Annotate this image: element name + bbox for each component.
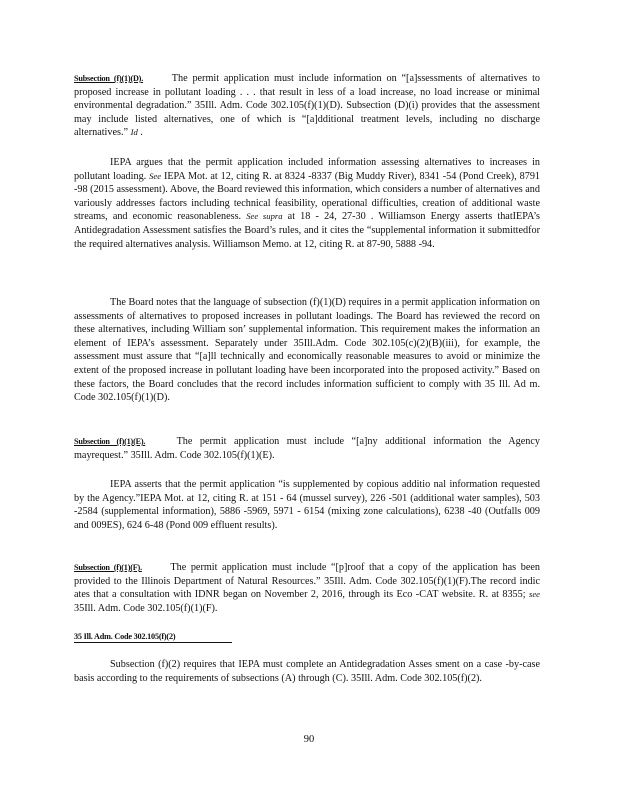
- page-number: 90: [303, 734, 315, 745]
- paragraph-text: The permit application must include information on “[a]ssessments of alternatives to proposed increase in pollutant loading . . . that result in less of a load increase, no load increase or minimal environmental degradation.” 35Ill. Adm. Code 302.105(f)(1)(D). Subsection (D)(i) provides that the assessment may include listed alternatives, one of which is “[a]dditional treatment levels, including no discharge alternatives.”: [74, 73, 541, 139]
- paragraph-text: The Board notes that the language of subsection (f)(1)(D) requires in a permit application information on assessments of alternatives to proposed increases in pollutant loadings. The Board has reviewed the record on these alternatives, including William son’ supplemental information. This requirement makes the information an element of IEPA’s assessment. Separately under 35Ill.Adm. Code 302.105(c)(2)(B)(iii), for example, the assessment must assure that “[a]ll technically and economically reasonable measures to avoid or minimize the extent of the proposed increase in pollutant loading have been incorporated into the proposed activity.” Based on these factors, the Board concludes that the record includes information sufficient to comply with 35 Ill. Ad m. Code 302.105(f)(1)(D).: [74, 297, 540, 404]
- paragraph-iepa-asserts: [74, 478, 540, 532]
- paragraph-text-a: IEPA argues that the permit application included information assessing alternatives to increases in pollutant loading.: [74, 157, 540, 182]
- citation-signal-see: see: [529, 589, 540, 600]
- heading-underline: [145, 443, 169, 444]
- paragraph-subsection-f1d: [74, 72, 540, 140]
- subsection-heading-f1d: Subsection (f)(1)(D).: [74, 74, 144, 83]
- paragraph-subsection-f1e: [74, 435, 540, 462]
- paragraph-subsection-f1f: [74, 561, 540, 615]
- paragraph-iepa-argues: [74, 156, 540, 251]
- heading-underline: [142, 569, 166, 570]
- paragraph-text-b: 35Ill. Adm. Code 302.105(f)(1)(F).: [74, 602, 218, 614]
- paragraph-board-notes: [74, 296, 540, 405]
- subsection-heading-f1f: Subsection (f)(1)(F).: [74, 563, 142, 572]
- section-heading: 35 Ill. Adm. Code 302.105(f)(2): [74, 632, 232, 643]
- paragraph-text-a: The permit application must include “[p]roof that a copy of the application has been provided to the Illinois Department of Natural Resources.” 35Ill. Adm. Code 302.105(f)(1)(F).The record indic ates that a consultation with IDNR began on November 2, 2016, through its Eco -CAT website. R. at 8355;: [74, 562, 540, 601]
- paragraph-subsection-f2: [74, 658, 540, 685]
- citation-signal: Id: [130, 127, 138, 138]
- paragraph-text: Subsection (f)(2) requires that IEPA must complete an Antidegradation Asses sment on a case -by-case basis according to the requirements of subsections (A) through (C). 35Ill. Adm. Code 302.105(f)(2).: [74, 659, 540, 684]
- paragraph-text-c: at 18 - 24, 27-30 . Williamson Energy asserts thatIEPA’s Antidegradation Assessment satisfies the Board’s rules, and it cites the “supplemental information it submittedfor the required alternatives analysis. Williamson Memo. at 12, citing R. at 87-90, 5888 -94.: [74, 211, 541, 250]
- subsection-heading-f1e: Subsection (f)(1)(E).: [74, 437, 146, 446]
- citation-signal-see-supra: See supra: [246, 211, 283, 222]
- paragraph-text: The permit application must include “[a]ny additional information the Agency mayrequest.” 35Ill. Adm. Code 302.105(f)(1)(E).: [74, 436, 540, 461]
- paragraph-text-b: IEPA Mot. at 12, citing R. at 8324 -8337 (Big Muddy River), 8341 -54 (Pond Creek), 8791 -98 (2015 assessment). Above, the Board reviewed this information, which considers a number of alternatives and variously addresses factors including technical feasibility, operational difficulties, creation of additional waste streams, and economic reasonableness.: [74, 170, 541, 223]
- paragraph-text: IEPA asserts that the permit application “is supplemented by copious additio nal information requested by the Agency.”IEPA Mot. at 12, citing R. at 151 - 64 (mussel survey), 226 -501 (additional water samples), 503 -2584 (supplemental information), 5886 -5969, 5971 - 6154 (mixing zone calculations), 6238 -40 (Outfalls 009 and 009ES), 624 6-48 (Pond 009 effluent results).: [74, 479, 540, 531]
- citation-signal-see: See: [149, 170, 162, 181]
- paragraph-text-tail: .: [140, 127, 143, 139]
- heading-underline: [143, 80, 167, 81]
